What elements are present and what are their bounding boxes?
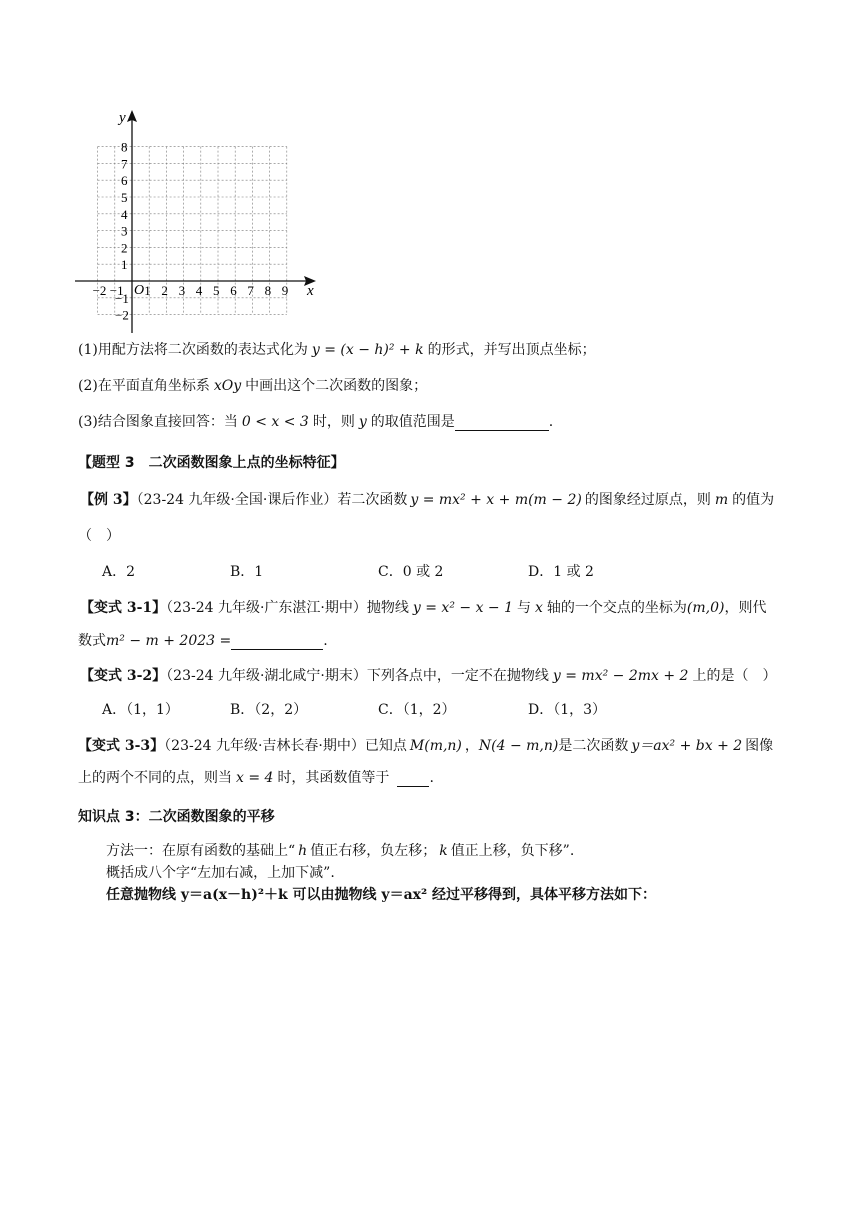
x-tick-label: 5: [213, 283, 220, 298]
example-3-option-c[interactable]: C．0 或 2: [378, 564, 444, 580]
x-tick-label: 7: [247, 283, 254, 298]
y-tick-label: 8: [121, 139, 128, 155]
y-tick-label: 3: [121, 223, 128, 239]
y-tick-label: −2: [115, 307, 129, 323]
variant-3-1: 【变式 3-1】（23-24 九年级·广东湛江·期中）抛物线 y = x² − x − 1 与 x 轴的一个交点的坐标为(m,0)，则代: [80, 600, 767, 616]
tick-labels: [93, 140, 289, 323]
x-tick-label: 4: [195, 283, 203, 298]
y-tick-label: 5: [121, 190, 128, 205]
answer-blank[interactable]: [231, 635, 323, 650]
example-3-paren: （ ）: [78, 528, 120, 544]
y-axis-label: y: [119, 110, 126, 126]
coordinate-grid-figure: [70, 105, 330, 335]
y-tick-label: 4: [121, 206, 128, 222]
x-tick-label: −2: [92, 283, 107, 298]
y-tick-label: 2: [121, 240, 128, 256]
x-tick-label: 9: [281, 283, 289, 298]
variant-3-2-option-d[interactable]: D．（1，3）: [528, 702, 607, 718]
answer-blank[interactable]: [397, 772, 429, 787]
section-heading-type-3: 【题型 3 二次函数图象上点的坐标特征】: [78, 455, 345, 471]
x-tick-label: 2: [161, 283, 168, 298]
y-tick-label: 7: [121, 156, 128, 172]
knowledge-point-3-line-1: 方法一：在原有函数的基础上“ h 值正右移，负左移； k 值正上移，负下移”.: [106, 843, 575, 859]
x-axis-label: x: [307, 283, 314, 299]
vertex-form-formula: y = (x − h)² + k: [311, 342, 424, 358]
knowledge-point-3-line-2: 概括成八个字“左加右减，上加下减”.: [106, 865, 335, 881]
x-tick-label: 8: [264, 283, 272, 298]
variant-3-3: 【变式 3-3】（23-24 九年级·吉林长春·期中）已知点 M(m,n) ，N(4 − m,n)是二次函数 y＝ax² + bx + 2 图像: [78, 738, 774, 754]
example-3-option-a[interactable]: A．2: [102, 564, 136, 580]
variant-3-2-option-a[interactable]: A．（1，1）: [102, 702, 179, 718]
y-tick-label: 1: [121, 257, 128, 273]
variant-3-3-line-2: 上的两个不同的点，则当 x = 4 时，其函数值等于 .: [78, 770, 434, 786]
variant-3-2-option-c[interactable]: C．（1，2）: [378, 702, 456, 718]
y-tick-label: 6: [121, 173, 128, 189]
knowledge-point-3-line-3: 任意抛物线 y＝a(x－h)²＋k 可以由抛物线 y＝ax² 经过平移得到，具体平移方法如下：: [106, 887, 656, 903]
y-tick-label: −1: [115, 290, 129, 306]
variant-3-1-line-2: 数式m² − m + 2023 = .: [78, 633, 328, 649]
x-tick-label: 1: [144, 283, 151, 298]
example-3: 【例 3】（23-24 九年级·全国·课后作业）若二次函数 y = mx² + x + m(m − 2) 的图象经过原点，则 m 的值为: [80, 492, 775, 508]
question-2: (2)在平面直角坐标系 xOy 中画出这个二次函数的图象；: [78, 378, 428, 394]
x-tick-label: 3: [178, 283, 186, 298]
knowledge-point-3-title: 知识点 3：二次函数图象的平移: [78, 809, 275, 825]
x-tick-label: 6: [230, 283, 237, 298]
question-1: (1)用配方法将二次函数的表达式化为 y = (x − h)² + k 的形式，并写出顶点坐标；: [78, 342, 596, 358]
variant-3-2: 【变式 3-2】（23-24 九年级·湖北咸宁·期末）下列各点中，一定不在抛物线 y = mx² − 2mx + 2 上的是（ ）: [80, 668, 777, 684]
origin-label: O: [134, 283, 145, 298]
question-3: (3)结合图象直接回答：当 0 < x < 3 时，则 y 的取值范围是 .: [78, 414, 554, 430]
example-3-option-d[interactable]: D．1 或 2: [528, 564, 594, 580]
x-tick-label: −1: [109, 283, 124, 298]
variant-3-2-option-b[interactable]: B．（2，2）: [230, 702, 308, 718]
answer-blank[interactable]: [455, 416, 549, 431]
example-3-option-b[interactable]: B．1: [230, 564, 264, 580]
